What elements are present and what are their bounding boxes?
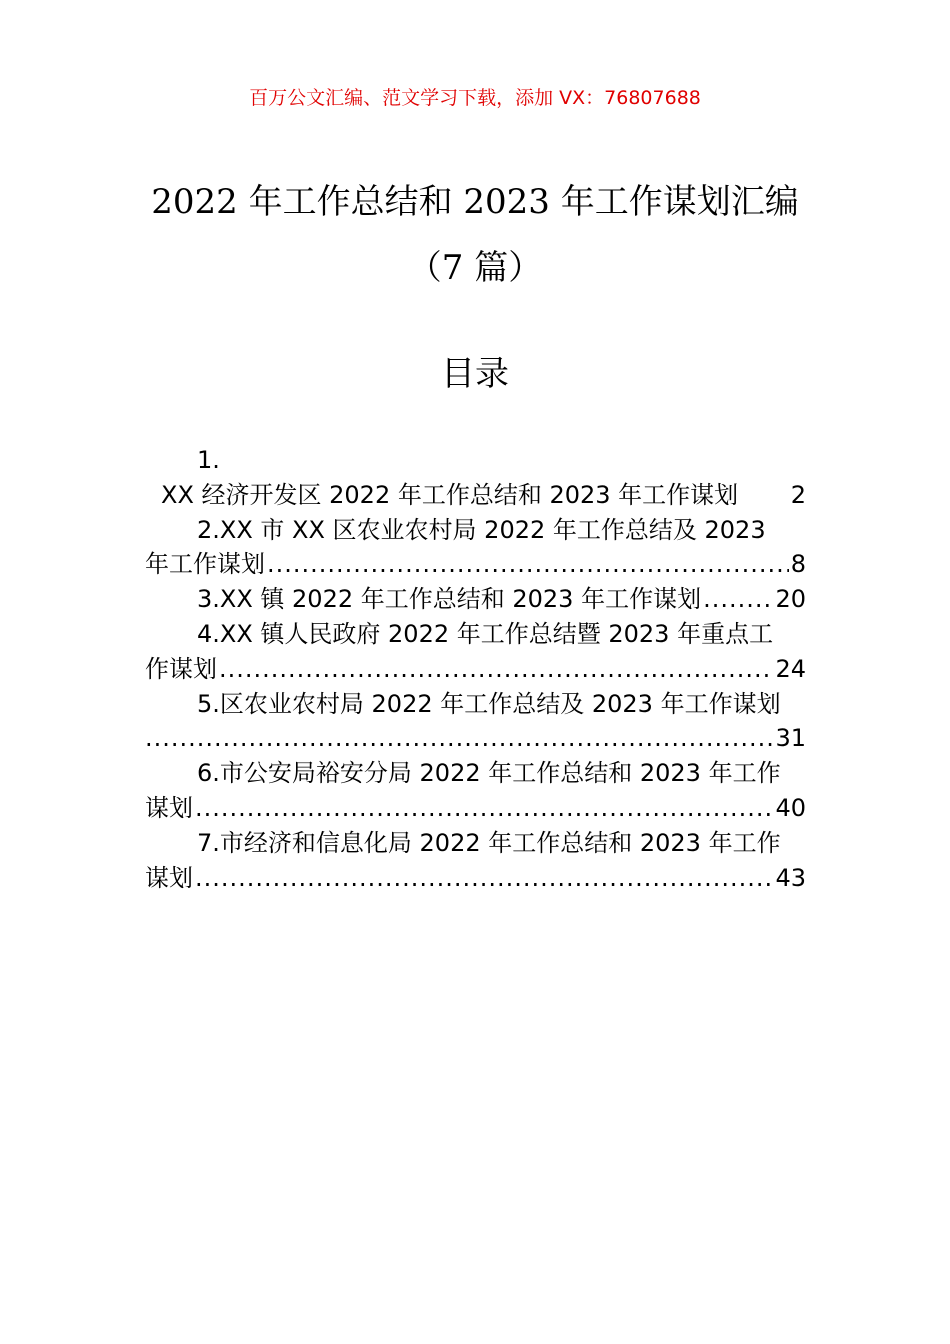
toc-entry-2[interactable] bbox=[145, 513, 806, 548]
document-title: 2022 年工作总结和 2023 年工作谋划汇编 bbox=[151, 182, 799, 222]
toc-entry-title: 3.XX 镇 2022 年工作总结和 2023 年工作谋划 bbox=[197, 585, 702, 614]
toc-heading: 目录 bbox=[441, 354, 509, 394]
toc-entry-title: 5.区农业农村局 2022 年工作总结及 2023 年工作谋划 bbox=[197, 689, 781, 718]
toc-entry-title-continued: 谋划 bbox=[145, 793, 193, 822]
toc-entry-title: XX 经济开发区 2022 年工作总结和 2023 年工作谋划 bbox=[161, 480, 739, 509]
toc-entry-3[interactable] bbox=[145, 582, 806, 617]
document-subtitle: （7 篇） bbox=[407, 248, 543, 288]
toc-entry-page: 43 bbox=[775, 863, 806, 892]
toc-leader-dots bbox=[145, 721, 773, 756]
toc-entry-page: 2 bbox=[790, 480, 806, 509]
toc-entry-title-continued: 作谋划 bbox=[145, 654, 217, 683]
toc-entry-4-continued[interactable] bbox=[145, 652, 806, 687]
toc-entry-page: 31 bbox=[775, 724, 806, 753]
toc-entry-title-continued: 年工作谋划 bbox=[145, 550, 265, 579]
toc-entry-title-continued: 谋划 bbox=[145, 863, 193, 892]
toc-entry-title: 2.XX 市 XX 区农业农村局 2022 年工作总结及 2023 bbox=[197, 515, 766, 544]
toc-entry-1[interactable] bbox=[145, 478, 806, 513]
toc-entry-5[interactable] bbox=[145, 687, 806, 722]
toc-entry-6-continued[interactable] bbox=[145, 791, 806, 826]
toc-entry-5-continued[interactable] bbox=[145, 721, 806, 756]
toc-entry-page: 40 bbox=[775, 793, 806, 822]
toc-entry-7-continued[interactable] bbox=[145, 861, 806, 896]
table-of-contents bbox=[145, 443, 806, 895]
toc-entry-title: 4.XX 镇人民政府 2022 年工作总结暨 2023 年重点工 bbox=[197, 619, 774, 648]
toc-entry-page: 20 bbox=[775, 585, 806, 614]
toc-leader-dots bbox=[267, 547, 789, 582]
toc-entry-number: 1. bbox=[197, 446, 220, 474]
toc-leader-dots bbox=[703, 582, 773, 617]
toc-entry-page: 24 bbox=[775, 654, 806, 683]
toc-entry-7[interactable] bbox=[145, 826, 806, 861]
toc-entry-2-continued[interactable] bbox=[145, 547, 806, 582]
toc-leader-dots bbox=[195, 791, 773, 826]
toc-entry-title: 7.市经济和信息化局 2022 年工作总结和 2023 年工作 bbox=[197, 828, 781, 857]
toc-entry-6[interactable] bbox=[145, 756, 806, 791]
toc-entry-1-number bbox=[145, 443, 806, 478]
toc-entry-title: 6.市公安局裕安分局 2022 年工作总结和 2023 年工作 bbox=[197, 759, 781, 788]
toc-leader-dots bbox=[219, 652, 773, 687]
header-note: 百万公文汇编、范文学习下载，添加 VX：76807688 bbox=[249, 87, 701, 109]
toc-leader-dots bbox=[195, 861, 773, 896]
toc-entry-4[interactable] bbox=[145, 617, 806, 652]
toc-entry-page: 8 bbox=[790, 550, 806, 579]
